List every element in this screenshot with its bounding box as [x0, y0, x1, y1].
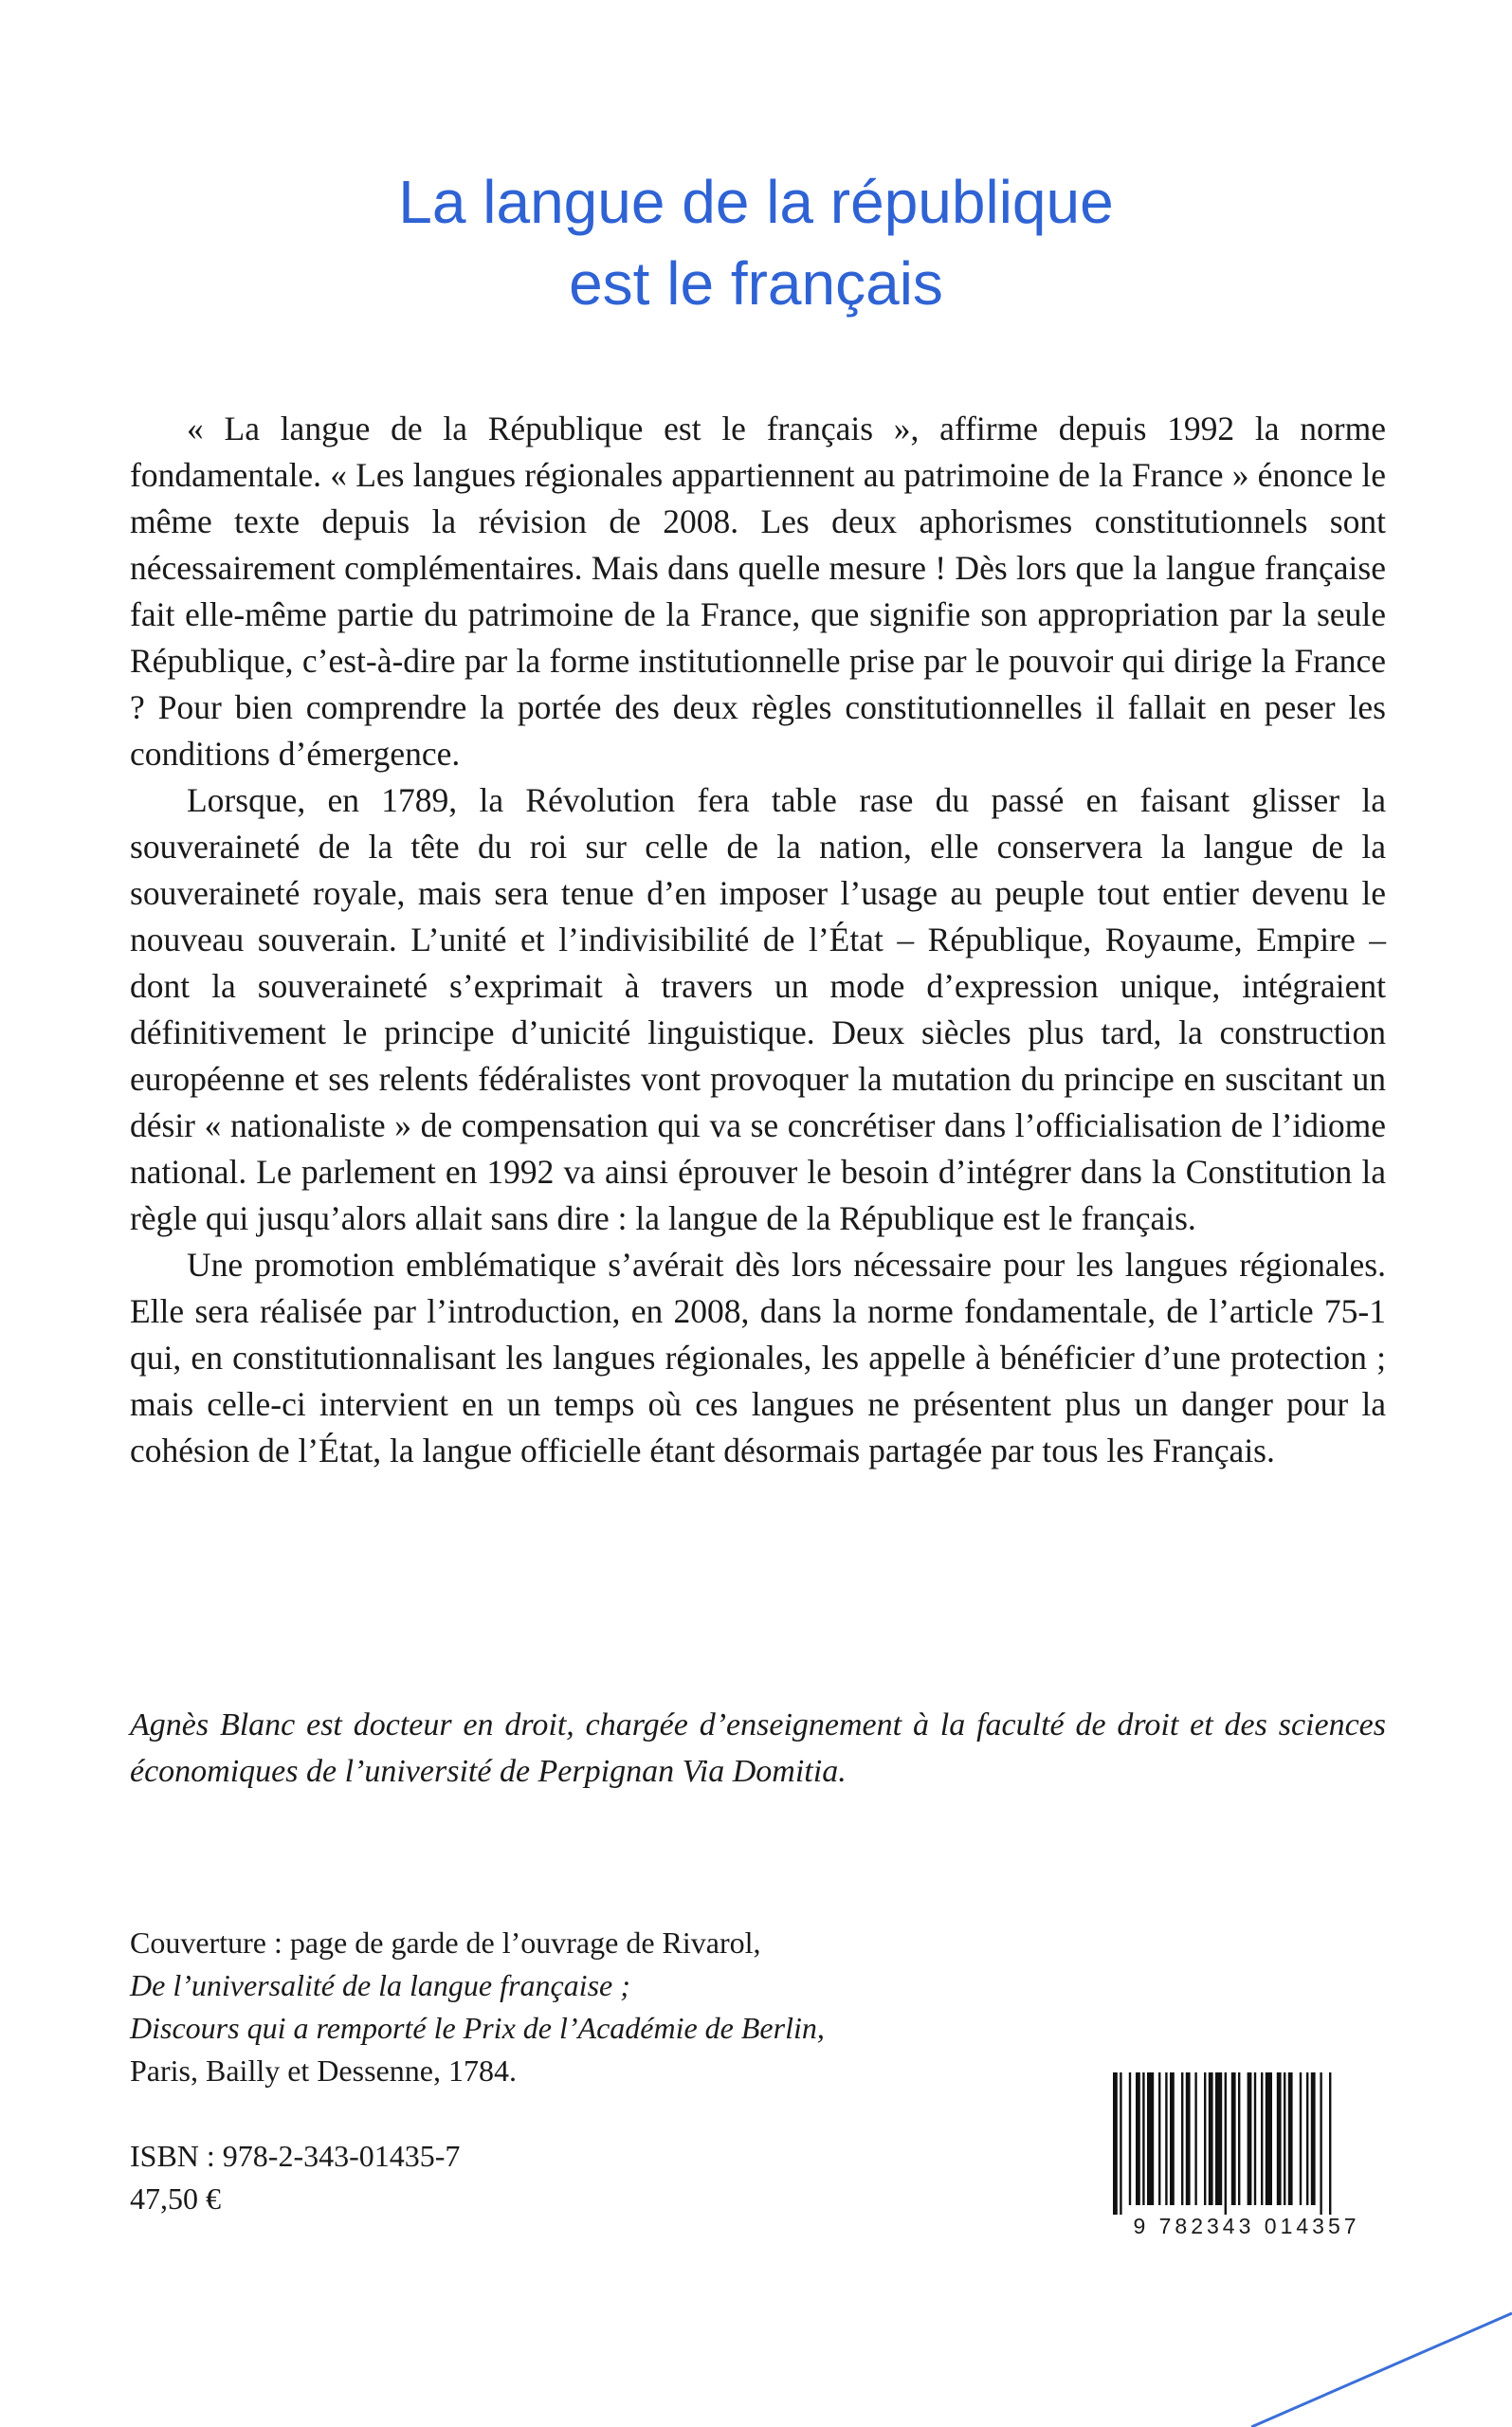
barcode-bar [1147, 2072, 1154, 2205]
barcode-bar [1194, 2072, 1196, 2205]
book-title-line-2: est le français [569, 249, 943, 318]
barcode-digits: 9 782343 014357 [1133, 2214, 1360, 2238]
barcode-bar [1142, 2072, 1144, 2205]
barcode-bar [1238, 2072, 1240, 2205]
barcode-bar [1136, 2072, 1140, 2205]
book-title [0, 161, 1512, 324]
blurb-paragraph-1: « La langue de la République est le français », affirme depuis 1992 la norme fondamentale. « Les langues régionales appartiennent au patrimoine de la France » énonce le même texte depuis la révision de 2008. Les deux aphorismes constitutionnels sont nécessairement complémentaires. Mais dans quelle mesure ! Dès lors que la langue française fait elle-même partie du patrimoine de la France, que signifie son appropriation par la seule République, c’est-à-dire par la forme institutionnelle prise par le pouvoir qui dirige la France ? Pour bien comprendre la portée des deux règles constitutionnelles il fallait en peser les conditions d’émergence. [130, 410, 1386, 773]
decorative-line [1251, 2313, 1512, 2427]
barcode [1109, 2072, 1384, 2224]
cover-credit-line-1: Couverture : page de garde de l’ouvrage de Rivarol, [130, 1925, 761, 1960]
barcode-bar [1181, 2072, 1183, 2205]
cover-credit-line-4: Paris, Bailly et Dessenne, 1784. [130, 2053, 517, 2088]
cover-credits [130, 1922, 983, 2092]
barcode-bar [1311, 2072, 1316, 2205]
barcode-bar [1320, 2072, 1321, 2215]
barcode-bar [1204, 2072, 1206, 2205]
decorative-corner-line [1251, 2294, 1512, 2427]
barcode-bar [1186, 2072, 1191, 2205]
blurb-paragraph-2: Lorsque, en 1789, la Révolution fera table rase du passé en faisant glisser la souveraineté de la tête du roi sur celle de la nation, elle conservera la langue de la souveraineté royale, mais sera tenue d’en imposer l’usage au peuple tout entier devenu le nouveau souverain. L’unité et l’indivisibilité de l’État – République, Royaume, Empire – dont la souveraineté s’exprimait à travers un mode d’expression unique, intégraient définitivement le principe d’unicité linguistique. Deux siècles plus tard, la construction européenne et ses relents fédéralistes vont provoquer la mutation du principe en suscitant un désir « nationaliste » de compensation qui va se concrétiser dans l’officialisation de l’idiome national. Le parlement en 1992 va ainsi éprouver le besoin d’intégrer dans la Constitution la règle qui jusqu’alors allait sans dire : la langue de la République est le français. [130, 781, 1386, 1237]
barcode-bar [1254, 2072, 1256, 2205]
barcode-bars [1109, 2072, 1384, 2215]
book-title-line-1: La langue de la république [398, 168, 1114, 236]
barcode-bar [1288, 2072, 1293, 2205]
barcode-bar [1300, 2072, 1302, 2205]
barcode-bar [1225, 2072, 1227, 2215]
price: 47,50 € [130, 2181, 221, 2216]
barcode-bar [1329, 2072, 1331, 2215]
cover-credit-line-2: De l’universalité de la langue française ; [130, 1968, 630, 2002]
barcode-bar [1170, 2072, 1175, 2205]
barcode-bar [1248, 2072, 1252, 2205]
barcode-bar [1266, 2072, 1272, 2205]
cover-credit-line-3: Discours qui a remporté le Prix de l’Académie de Berlin, [130, 2011, 825, 2045]
barcode-bar [1158, 2072, 1160, 2205]
isbn-number: ISBN : 978-2-343-01435-7 [130, 2139, 461, 2173]
barcode-bar [1261, 2072, 1263, 2205]
blurb-paragraph-3: Une promotion emblématique s’avérait dès lors nécessaire pour les langues régionales. Elle sera réalisée par l’introduction, en 2008, dans la norme fondamentale, de l’article 75-1 qui, en constitutionnalisant les langues régionales, les appelle à bénéficier d’une protection ; mais celle-ci intervient en un temps où ces langues ne présentent plus un danger pour la cohésion de l’État, la langue officielle étant désormais partagée par tous les Français. [130, 1246, 1386, 1469]
back-cover-blurb [130, 406, 1386, 1474]
barcode-bar [1165, 2072, 1167, 2205]
barcode-bar [1120, 2072, 1121, 2215]
barcode-bar [1215, 2072, 1222, 2205]
isbn-price-block [130, 2135, 460, 2220]
barcode-bar [1277, 2072, 1282, 2205]
barcode-bar [1284, 2072, 1285, 2205]
barcode-bar [1209, 2072, 1213, 2205]
author-bio: Agnès Blanc est docteur en droit, chargée d’enseignement à la faculté de droit et des sciences économiques de l’université de Perpignan Via Domitia. [130, 1707, 1386, 1789]
barcode-bar [1306, 2072, 1308, 2205]
barcode-bar [1129, 2072, 1131, 2205]
barcode-bar [1231, 2072, 1236, 2205]
barcode-bar [1113, 2072, 1118, 2215]
